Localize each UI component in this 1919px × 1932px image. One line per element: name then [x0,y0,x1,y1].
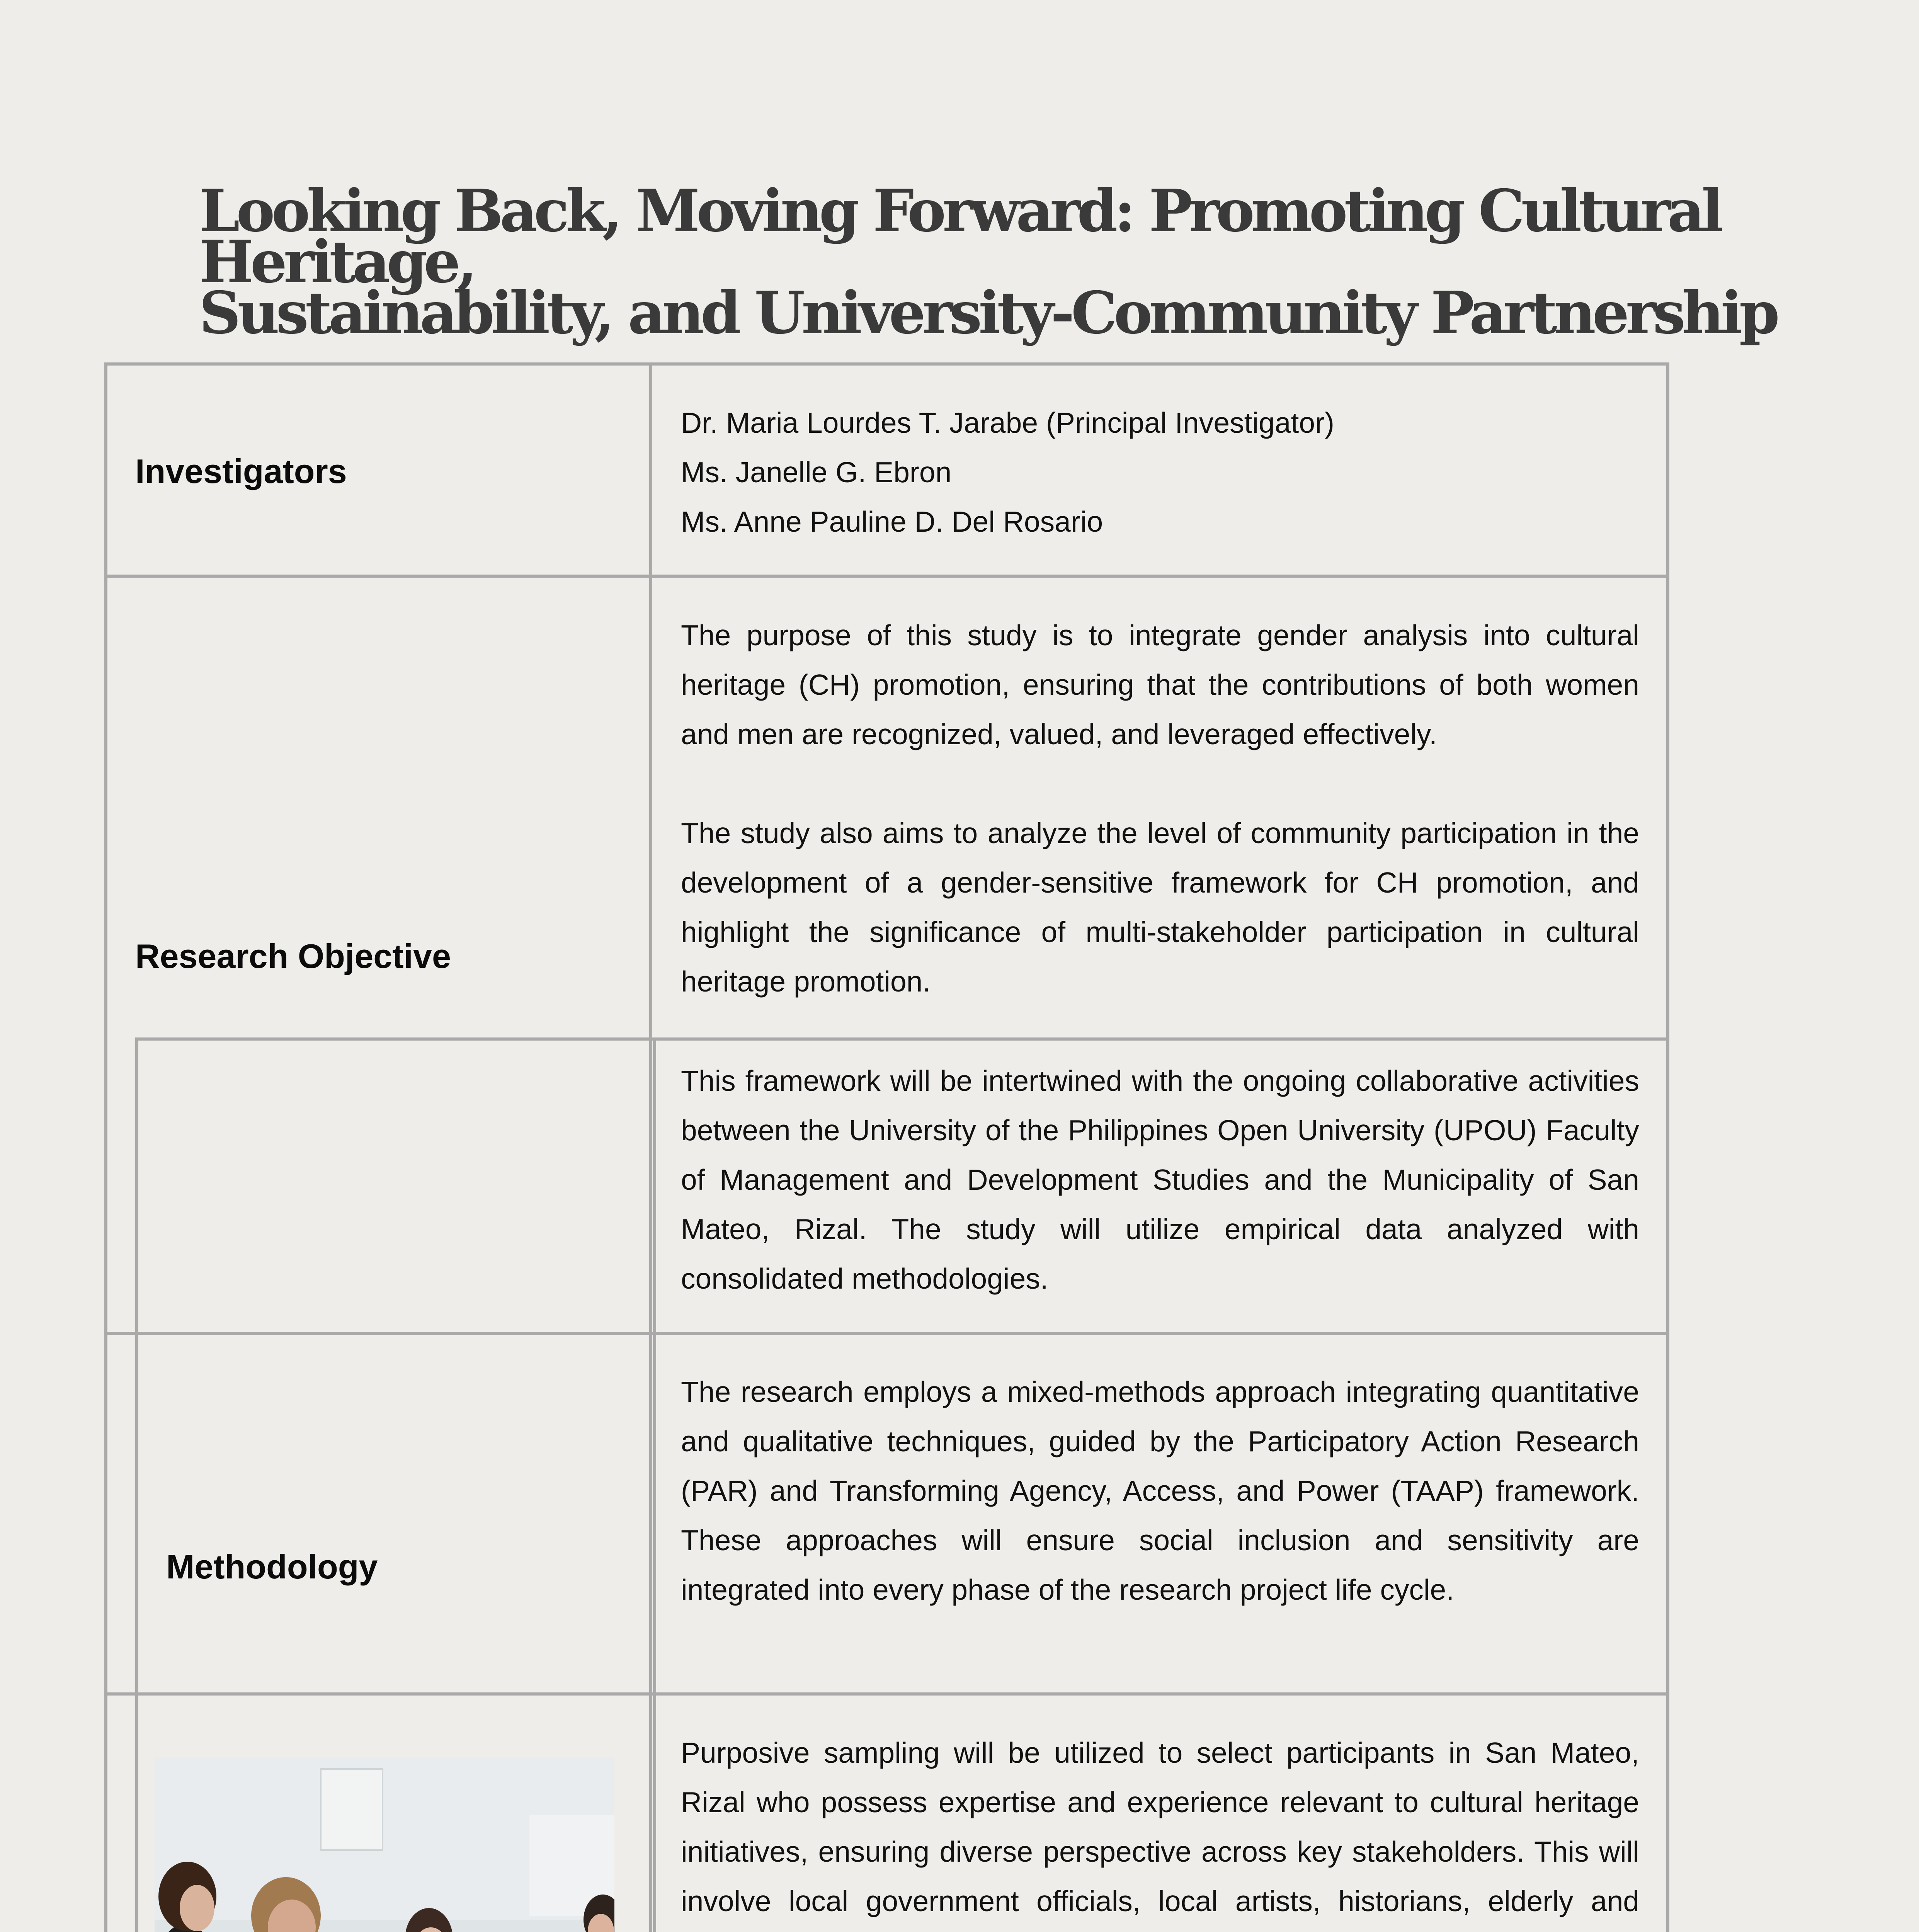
grid-line [104,575,1669,578]
investigators-label: Investigators [135,452,347,490]
meeting-photo [155,1757,614,1932]
title-line-2: Sustainability, and University-Community Partnership [199,279,1776,347]
meeting-photo-image [155,1757,614,1932]
research-objective-framework-text: This framework will be intertwined with the ongoing collaborative activities between the University of the Philippines Open University (UPOU) Faculty of Management and Development Studies and the Municipality of San Mateo, Rizal. The study will utilize empirical data analyzed with consolidated methodologies. [681,1065,1639,1295]
grid-line [1666,362,1669,1932]
grid-line [104,1332,1669,1335]
investigators-list [681,398,1639,546]
investigator-name: Ms. Janelle G. Ebron [681,456,952,488]
grid-line [135,1037,138,1932]
grid-line [649,362,652,1932]
methodology-label: Methodology [166,1548,378,1586]
objective-paragraph: The purpose of this study is to integrate gender analysis into cultural heritage (CH) promotion, ensuring that the contributions of both women and men are recognized, valued, and leveraged effectively. [681,619,1639,750]
title-line-1: Looking Back, Moving Forward: Promoting Cultural Heritage, [199,177,1720,296]
grid-line [104,362,107,1932]
objective-paragraph: The study also aims to analyze the level of community participation in the development of a gender-sensitive framework for CH promotion, and highlight the significance of multi-stakeholder participation in cultural heritage promotion. [681,817,1639,998]
methodology-sampling-text: Purposive sampling will be utilized to select participants in San Mateo, Rizal who possess expertise and experience relevant to cultural heritage initiatives, ensuring diverse perspective across key stakeholders. This will involve local government officials, local artists, historians, elderly and [681,1736,1639,1917]
grid-line [104,1692,1669,1696]
methodology-approach-text: The research employs a mixed-methods approach integrating quantitative and qualitative techniques, guided by the Participatory Action Research (PAR) and Transforming Agency, Access, and Power (TAAP) framework. These approaches will ensure social inclusion and sensitivity are integrated into every phase of the research project life cycle. [681,1376,1639,1606]
grid-line [104,362,1669,366]
grid-line [135,1037,1669,1041]
investigator-name: Dr. Maria Lourdes T. Jarabe (Principal Investigator) [681,406,1335,439]
page-title [199,177,1861,347]
research-objective-text [681,611,1639,1006]
investigator-name: Ms. Anne Pauline D. Del Rosario [681,505,1103,538]
grid-line [653,1037,656,1932]
research-objective-label: Research Objective [135,937,451,975]
